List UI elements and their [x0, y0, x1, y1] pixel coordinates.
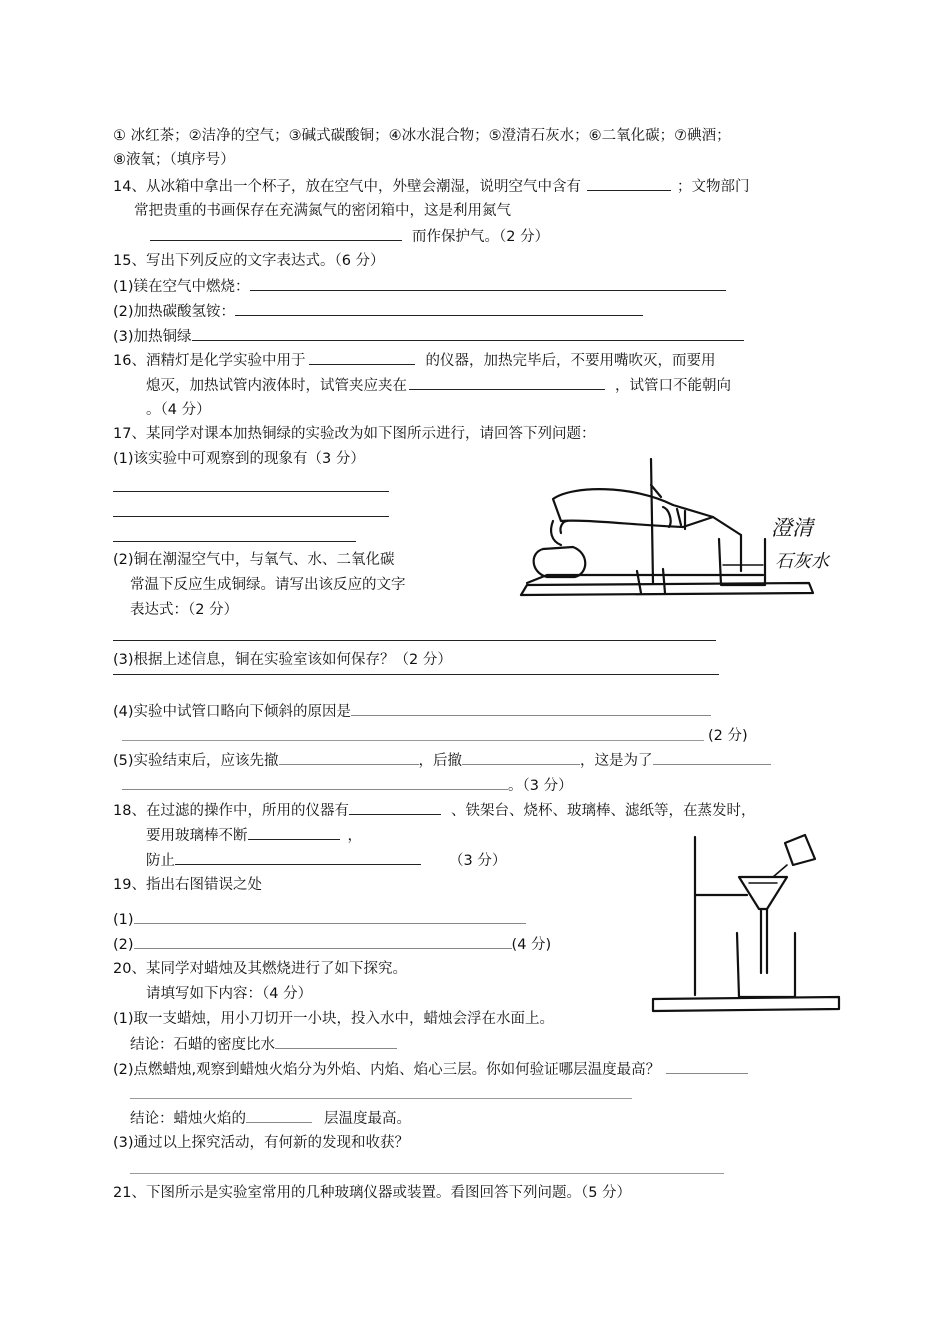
q20-p2-answer-line[interactable]: [130, 1098, 632, 1099]
q16-blank-1[interactable]: [309, 350, 415, 365]
q20-title: 20、某同学对蜡烛及其燃烧进行了如下探究。: [113, 961, 407, 977]
q14-line1: [113, 176, 749, 197]
q13-line2: ⑧液氧；（填序号）: [113, 152, 235, 168]
q16-text-a: 16、酒精灯是化学实验中用于: [113, 353, 306, 369]
q15-blank-1[interactable]: [250, 276, 726, 291]
q18-text-e: 防止: [146, 853, 175, 869]
q21-title: 21、下图所示是实验室常用的几种玻璃仪器或装置。看图回答下列问题。（5 分）: [113, 1185, 632, 1201]
q18-line3: [146, 850, 506, 871]
q17-p2-answer-line[interactable]: [113, 640, 716, 641]
q17-p3-answer-line[interactable]: [113, 674, 719, 675]
figure-label-2: 石灰水: [775, 551, 829, 572]
q18-text-a: 18、在过滤的操作中，所用的仪器有: [113, 803, 349, 819]
stand-rod: [651, 459, 653, 583]
q17-p3: (3)根据上述信息，铜在实验室该如何保存？（2 分）: [113, 652, 452, 668]
q20-blank-2[interactable]: [666, 1059, 748, 1074]
q17-p2c: 表达式：（2 分）: [130, 602, 239, 618]
q14-blank-1[interactable]: [587, 176, 671, 191]
stand-base: [653, 997, 839, 1011]
q20-c2: [130, 1108, 411, 1129]
q17-p4-label: (4)实验中试管口略向下倾斜的原因是: [113, 704, 352, 720]
figure-label-1: 澄清: [771, 516, 813, 540]
funnel: [739, 877, 787, 909]
q15-item-3: [113, 326, 744, 347]
q19-score: (4 分): [511, 937, 552, 953]
q20-p3-answer-line[interactable]: [130, 1173, 724, 1174]
q17-p5-text-c: ，这是为了: [580, 753, 653, 769]
q14-line2: 常把贵重的书画保存在充满氮气的密闭箱中，这是利用氮气: [134, 203, 511, 219]
alcohol-lamp: [534, 547, 586, 577]
q19-item-1: [113, 909, 526, 930]
q17-p1-answer-line-3[interactable]: [113, 541, 356, 542]
q17-p5: [113, 750, 771, 771]
q13-line1: ① 冰红茶；②洁净的空气；③碱式碳酸铜；④冰水混合物；⑤澄清石灰水；⑥二氧化碳；⑦碘酒；: [113, 128, 731, 144]
q15-item-2: [113, 301, 643, 322]
q20-p3: (3)通过以上探究活动，有何新的发现和收获？: [113, 1135, 410, 1151]
q19-blank-2[interactable]: [134, 934, 512, 949]
q17-p4-answer-line[interactable]: [122, 740, 704, 741]
q15-item-1-label: (1)镁在空气中燃烧：: [113, 279, 250, 295]
filtration-apparatus-figure: [645, 825, 845, 1015]
q18-line2: [146, 825, 362, 846]
q15-item-2-label: (2)加热碳酸氢铵：: [113, 304, 236, 320]
q16-text-c: 熄灭，加热试管内液体时，试管夹应夹在: [146, 378, 407, 394]
q15-blank-3[interactable]: [192, 326, 744, 341]
q15-blank-2[interactable]: [235, 301, 643, 316]
q20-sub: 请填写如下内容：（4 分）: [146, 986, 313, 1002]
q20-c1: [130, 1034, 397, 1055]
q16-blank-2[interactable]: [409, 375, 605, 390]
q17-p2b: 常温下反应生成铜绿。请写出该反应的文字: [130, 577, 406, 593]
q17-p1-answer-line-2[interactable]: [113, 516, 389, 517]
q14-text-b: ；文物部门: [676, 179, 750, 195]
stand-base: [521, 583, 813, 595]
q18-blank-3[interactable]: [175, 850, 421, 865]
q17-p2a: (2)铜在潮湿空气中，与氧气、水、二氧化碳: [113, 552, 395, 568]
q20-c1-label: 结论：石蜡的密度比水: [130, 1037, 275, 1053]
q15-item-3-label: (3)加热铜绿: [113, 329, 192, 345]
q19-item-2-label: (2): [113, 937, 134, 953]
pouring-beaker: [785, 835, 815, 865]
q17-p5-text-a: (5)实验结束后，应该先撤: [113, 753, 279, 769]
q17-title: 17、某同学对课本加热铜绿的实验改为如下图所示进行，请回答下列问题：: [113, 426, 596, 442]
q14-text-c: 而作保护气。（2 分）: [412, 229, 550, 245]
q17-p4-blank[interactable]: [351, 701, 711, 716]
q17-p5-blank-2[interactable]: [462, 750, 580, 765]
q14-line3: [150, 226, 549, 247]
copper-heating-apparatus-figure: [513, 455, 845, 605]
q20-p2-label: (2)点燃蜡烛,观察到蜡烛火焰分为外焰、内焰、焰心三层。你如何验证哪层温度最高？: [113, 1062, 661, 1078]
q17-p1: (1)该实验中可观察到的现象有（3 分）: [113, 451, 365, 467]
q20-c2-text-b: 层温度最高。: [324, 1111, 411, 1127]
q19-blank-1[interactable]: [134, 909, 526, 924]
q16-line1: [113, 350, 715, 371]
q17-p1-answer-line-1[interactable]: [113, 491, 389, 492]
q16-line3: 。（4 分）: [146, 402, 211, 418]
q17-p5-blank-4[interactable]: [122, 775, 508, 790]
q15-title: 15、写出下列反应的文字表达式。（6 分）: [113, 253, 385, 269]
test-tube: [553, 489, 713, 527]
q18-line1: [113, 800, 755, 821]
q18-text-f: （3 分）: [449, 853, 507, 869]
q17-p5-blank-3[interactable]: [653, 750, 771, 765]
q20-c2-text-a: 结论：蜡烛火焰的: [130, 1111, 246, 1127]
q16-line2: [146, 375, 731, 396]
q14-text-a: 14、从冰箱中拿出一个杯子，放在空气中，外壁会潮湿，说明空气中含有: [113, 179, 581, 195]
q17-p5-text-b: ，后撤: [418, 753, 463, 769]
q19-title: 19、指出右图错误之处: [113, 877, 262, 893]
q20-p1: (1)取一支蜡烛，用小刀切开一小块，投入水中，蜡烛会浮在水面上。: [113, 1011, 555, 1027]
q17-p5-line2: [122, 775, 573, 796]
q15-item-1: [113, 276, 726, 297]
q20-p2: [113, 1059, 748, 1080]
q17-p5-blank-1[interactable]: [279, 750, 419, 765]
q18-text-d: ，: [347, 828, 362, 844]
q18-text-c: 要用玻璃棒不断: [146, 828, 248, 844]
q19-item-1-label: (1): [113, 912, 134, 928]
q17-p5-text-d: 。（3 分）: [508, 778, 573, 794]
q19-item-2: [113, 934, 551, 955]
q17-p4: [113, 701, 711, 722]
q20-blank-1[interactable]: [275, 1034, 397, 1049]
q18-text-b: 、铁架台、烧杯、玻璃棒、滤纸等，在蒸发时，: [450, 803, 756, 819]
q14-blank-2[interactable]: [150, 226, 402, 241]
q16-text-d: ，试管口不能朝向: [615, 378, 731, 394]
q16-text-b: 的仪器，加热完毕后，不要用嘴吹灭，而要用: [425, 353, 716, 369]
q20-blank-3[interactable]: [246, 1108, 312, 1123]
q17-p4-score: (2 分): [708, 728, 748, 744]
q18-blank-1[interactable]: [349, 800, 441, 815]
q18-blank-2[interactable]: [248, 825, 340, 840]
